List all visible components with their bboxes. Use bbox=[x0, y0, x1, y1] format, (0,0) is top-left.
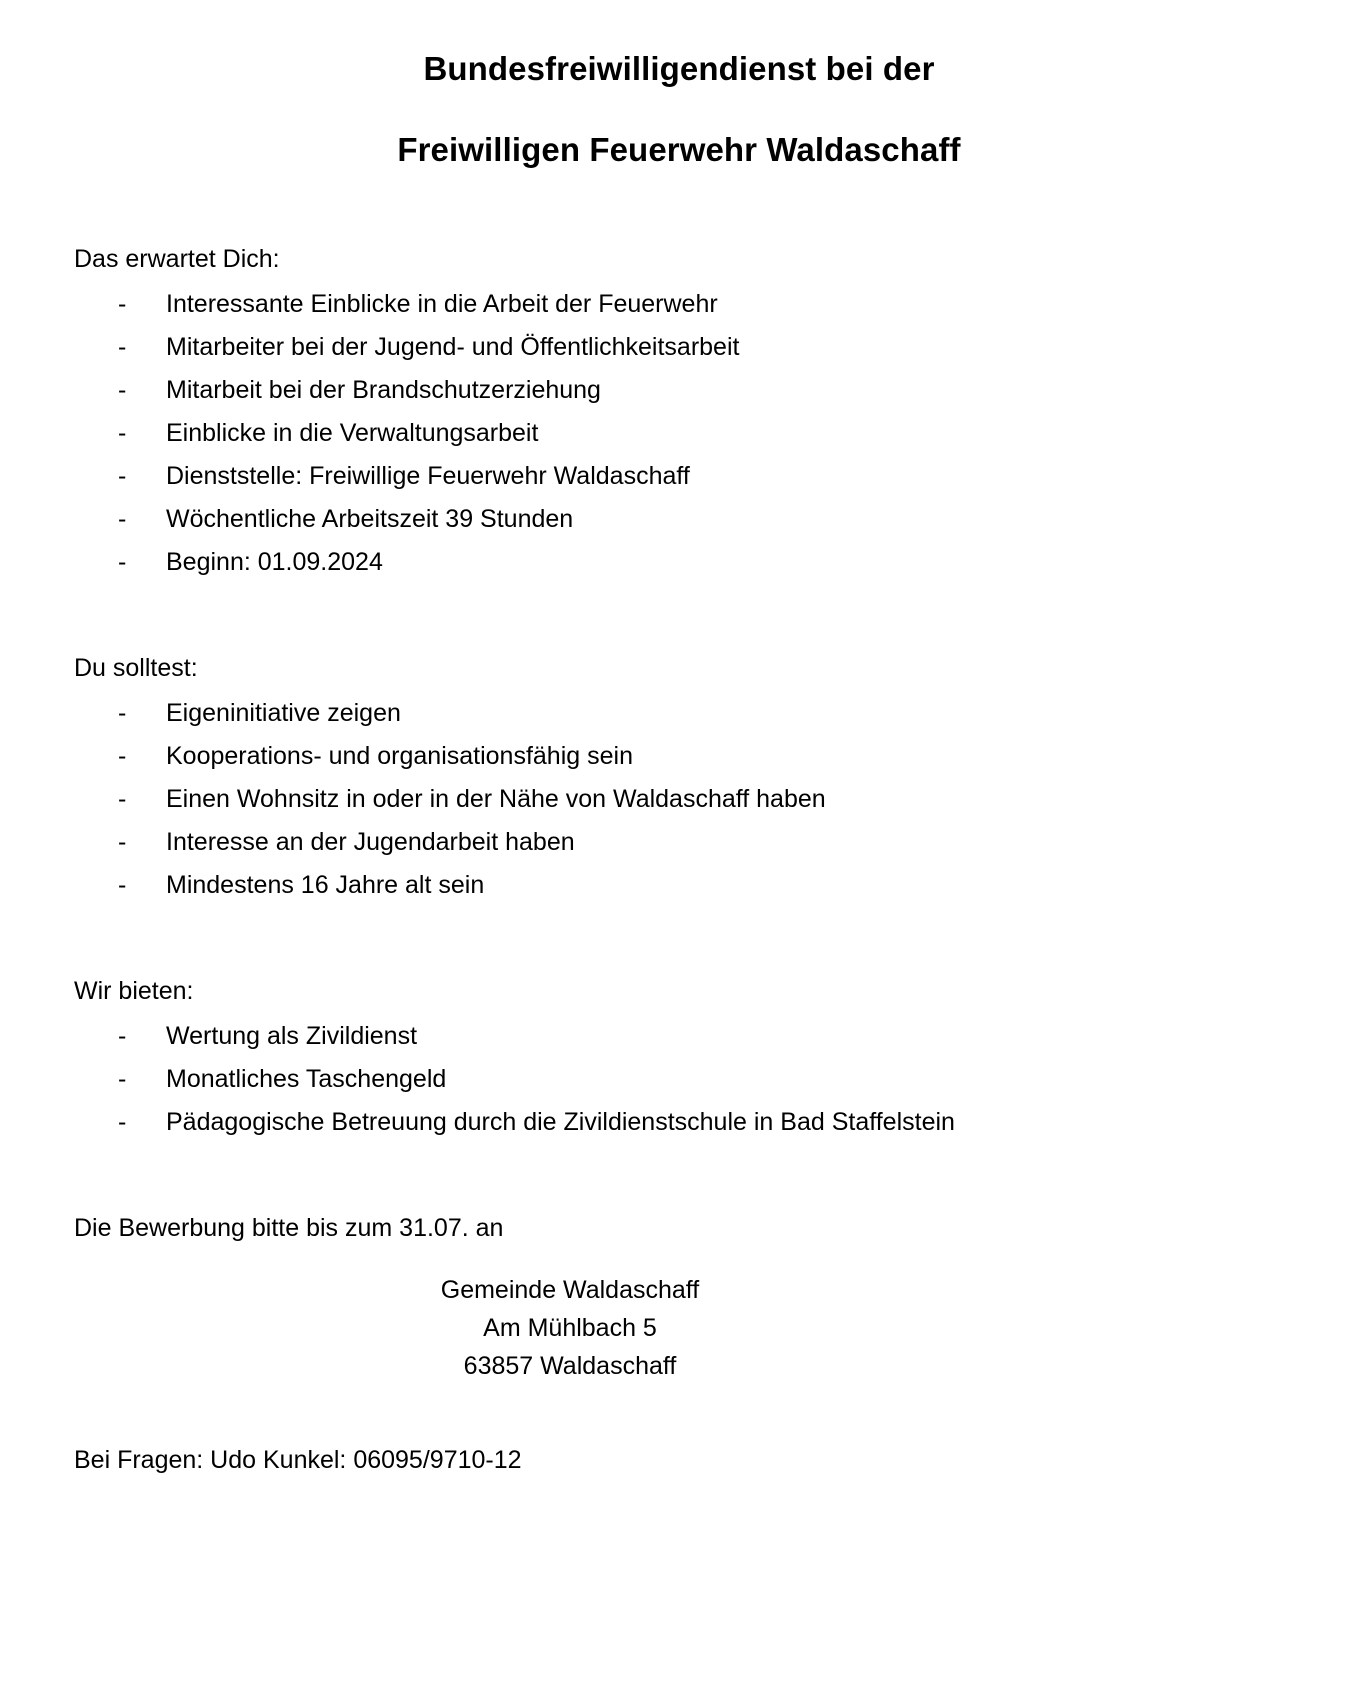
section-heading: Das erwartet Dich: bbox=[74, 245, 280, 273]
list-item bbox=[74, 378, 1298, 403]
dash-bullet-icon: - bbox=[118, 1108, 127, 1136]
dash-bullet-icon: - bbox=[118, 1022, 127, 1050]
spacer bbox=[74, 166, 1298, 244]
title-line-2: Freiwilligen Feuerwehr Waldaschaff bbox=[397, 131, 961, 168]
section-list bbox=[74, 1024, 1298, 1135]
list-item-label: Einblicke in die Verwaltungsarbeit bbox=[166, 419, 539, 447]
dash-bullet-icon: - bbox=[118, 505, 127, 533]
dash-bullet-icon: - bbox=[118, 548, 127, 576]
list-item-label: Pädagogische Betreuung durch die Zivildienstschule in Bad Staffelstein bbox=[166, 1108, 955, 1136]
address-block bbox=[74, 1271, 1298, 1385]
section-heading: Wir bieten: bbox=[74, 977, 194, 1005]
list-item-label: Mitarbeiter bei der Jugend- und Öffentlichkeitsarbeit bbox=[166, 333, 740, 361]
list-item bbox=[74, 787, 1298, 812]
list-item-label: Mitarbeit bei der Brandschutzerziehung bbox=[166, 376, 601, 404]
section-list bbox=[74, 701, 1298, 898]
application-deadline: Die Bewerbung bitte bis zum 31.07. an bbox=[74, 1214, 504, 1242]
list-item-label: Interessante Einblicke in die Arbeit der Feuerwehr bbox=[166, 290, 718, 318]
list-item-label: Interesse an der Jugendarbeit haben bbox=[166, 828, 575, 856]
list-item bbox=[74, 1024, 1298, 1049]
dash-bullet-icon: - bbox=[118, 699, 127, 727]
document-body bbox=[0, 166, 1358, 1475]
dash-bullet-icon: - bbox=[118, 419, 127, 447]
dash-bullet-icon: - bbox=[118, 1065, 127, 1093]
list-item-label: Einen Wohnsitz in oder in der Nähe von Waldaschaff haben bbox=[166, 785, 826, 813]
dash-bullet-icon: - bbox=[118, 742, 127, 770]
dash-bullet-icon: - bbox=[118, 462, 127, 490]
section-offers bbox=[74, 976, 1298, 1135]
list-item-label: Mindestens 16 Jahre alt sein bbox=[166, 871, 485, 899]
spacer bbox=[74, 1135, 1298, 1213]
list-item bbox=[74, 1067, 1298, 1092]
section-requirements bbox=[74, 653, 1298, 898]
list-item-label: Eigeninitiative zeigen bbox=[166, 699, 401, 727]
list-item-label: Dienststelle: Freiwillige Feuerwehr Waldaschaff bbox=[166, 462, 690, 490]
dash-bullet-icon: - bbox=[118, 828, 127, 856]
list-item-label: Beginn: 01.09.2024 bbox=[166, 548, 383, 576]
list-item bbox=[74, 421, 1298, 446]
list-item-label: Kooperations- und organisationsfähig sein bbox=[166, 742, 633, 770]
address-line-city: 63857 Waldaschaff bbox=[463, 1352, 677, 1380]
address-line-street: Am Mühlbach 5 bbox=[483, 1314, 657, 1342]
list-item bbox=[74, 873, 1298, 898]
list-item-label: Wertung als Zivildienst bbox=[166, 1022, 418, 1050]
title-line-1: Bundesfreiwilligendienst bei der bbox=[423, 50, 935, 87]
list-item bbox=[74, 744, 1298, 769]
document-title bbox=[0, 0, 1358, 166]
list-item bbox=[74, 830, 1298, 855]
dash-bullet-icon: - bbox=[118, 871, 127, 899]
contact-info: Bei Fragen: Udo Kunkel: 06095/9710-12 bbox=[74, 1446, 522, 1474]
list-item bbox=[74, 507, 1298, 532]
dash-bullet-icon: - bbox=[118, 785, 127, 813]
section-heading: Du solltest: bbox=[74, 654, 198, 682]
list-item bbox=[74, 335, 1298, 360]
list-item-label: Wöchentliche Arbeitszeit 39 Stunden bbox=[166, 505, 574, 533]
address-line-organisation: Gemeinde Waldaschaff bbox=[440, 1276, 700, 1304]
list-item bbox=[74, 1110, 1298, 1135]
dash-bullet-icon: - bbox=[118, 333, 127, 361]
spacer bbox=[74, 575, 1298, 653]
section-list bbox=[74, 292, 1298, 575]
dash-bullet-icon: - bbox=[118, 376, 127, 404]
list-item bbox=[74, 701, 1298, 726]
list-item-label: Monatliches Taschengeld bbox=[166, 1065, 447, 1093]
list-item bbox=[74, 464, 1298, 489]
list-item bbox=[74, 550, 1298, 575]
list-item bbox=[74, 292, 1298, 317]
dash-bullet-icon: - bbox=[118, 290, 127, 318]
spacer bbox=[74, 898, 1298, 976]
section-expectations bbox=[74, 244, 1298, 575]
